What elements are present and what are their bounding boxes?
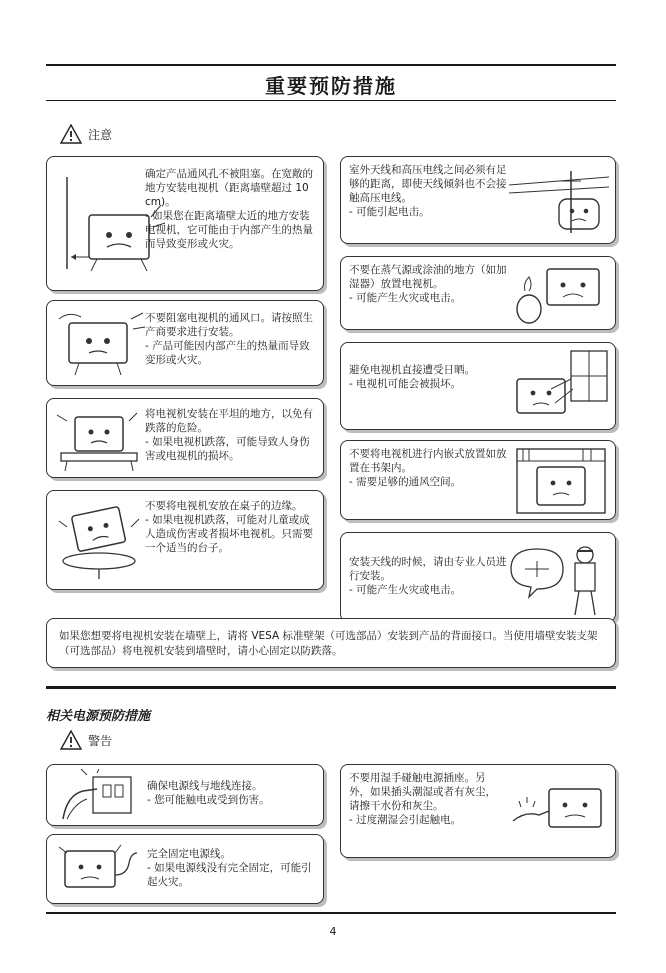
tv-blocked-vent-illustration [55, 309, 147, 379]
tv-falling-edge-illustration [53, 501, 145, 581]
wet-hands-text: 不要用湿手碰触电源插座。另外，如果插头潮湿或者有灰尘，请擦干水份和灰尘。 - 过度潮湿会引起触电。 [349, 772, 496, 826]
caution-box-antenna-power-line [340, 156, 616, 244]
caution-box-built-in [340, 440, 616, 520]
tv-unstable-surface-illustration [53, 407, 145, 473]
bottom-rule [46, 912, 616, 914]
antenna-install-text: 安装天线的时候，请由专业人员进行安装。 - 可能产生火灾或电击。 [349, 556, 507, 596]
ground-text: 确保电源线与地线连接。 - 您可能触电或受到伤害。 [147, 780, 270, 806]
caution-box-table-edge [46, 490, 324, 590]
power-box-wet-hands [340, 764, 616, 858]
tv-wet-plug-illustration [509, 781, 609, 845]
section-divider [46, 686, 616, 689]
secure-cord-text: 完全固定电源线。 - 如果电源线没有完全固定，可能引起火灾。 [147, 848, 312, 888]
caution-label: 注意 [88, 127, 113, 142]
caution-notice [60, 124, 112, 144]
installer-illustration [507, 539, 611, 619]
caution-box-vent-blocking [46, 300, 324, 386]
flat-surface-text: 将电视机安装在平坦的地方，以免有跌落的危险。 - 如果电视机跌落，可能导致人身伤害或电视机的损坏。 [145, 408, 313, 462]
caution-box-steam-oil [340, 256, 616, 330]
ventilation-text: 确定产品通风孔不被阻塞。在宽敞的地方安装电视机（距离墙壁超过 10 cm)。 - 如果您在距离墙壁太近的地方安装电视机，它可能由于内部产生的热量而导致变形或火灾。 [145, 168, 313, 250]
steam-oil-text: 不要在蒸气源或涂油的地方（如加湿器）放置电视机。 - 可能产生火灾或电击。 [349, 264, 507, 304]
ground-plug-illustration [57, 769, 137, 823]
warning-label: 警告 [88, 733, 113, 748]
tv-sunlight-illustration [511, 349, 611, 425]
power-section-title: 相关电源预防措施 [46, 709, 151, 724]
antenna-power-line-text: 室外天线和高压电线之间必须有足够的距离，即使天线倾斜也不会接触高压电线。 - 可能引起电击。 [349, 164, 507, 218]
tv-bookshelf-illustration [513, 447, 609, 515]
antenna-power-line-illustration [509, 167, 609, 237]
title-underline [46, 100, 616, 101]
power-box-ground [46, 764, 324, 826]
warning-notice [60, 730, 112, 750]
caution-box-sunlight [340, 342, 616, 430]
table-edge-text: 不要将电视机安放在桌子的边缘。 - 如果电视机跌落，可能对儿童或成人造成伤害或者损坏电视机。只需要一个适当的台子。 [145, 500, 313, 554]
wall-mount-notice-box [46, 618, 616, 668]
wall-mount-notice-text: 如果您想要将电视机安装在墙壁上，请将 VESA 标准壁架（可选部品）安装到产品的背面接口。当使用墙壁安装支架（可选部品）将电视机安装到墙壁时，请小心固定以防跌落。 [59, 630, 598, 657]
warning-triangle-icon [60, 124, 82, 144]
tv-humidifier-illustration [513, 263, 609, 325]
vent-blocking-text: 不要阻塞电视机的通风口。请按照生产商要求进行安装。 - 产品可能因内部产生的热量而导致变形或火灾。 [145, 312, 313, 366]
top-rule [46, 64, 616, 66]
tv-cord-illustration [55, 841, 139, 899]
warning-triangle-icon [60, 730, 82, 750]
page-number: 4 [329, 925, 337, 938]
page-title: 重要预防措施 [265, 74, 397, 98]
power-box-secure-cord [46, 834, 324, 904]
caution-box-antenna-install [340, 532, 616, 622]
built-in-text: 不要将电视机进行内嵌式放置如放置在书架内。 - 需要足够的通风空间。 [349, 448, 507, 488]
caution-box-flat-surface [46, 398, 324, 478]
caution-box-ventilation [46, 156, 324, 291]
sunlight-text: 避免电视机直接遭受日晒。 - 电视机可能会被损坏。 [349, 364, 475, 390]
